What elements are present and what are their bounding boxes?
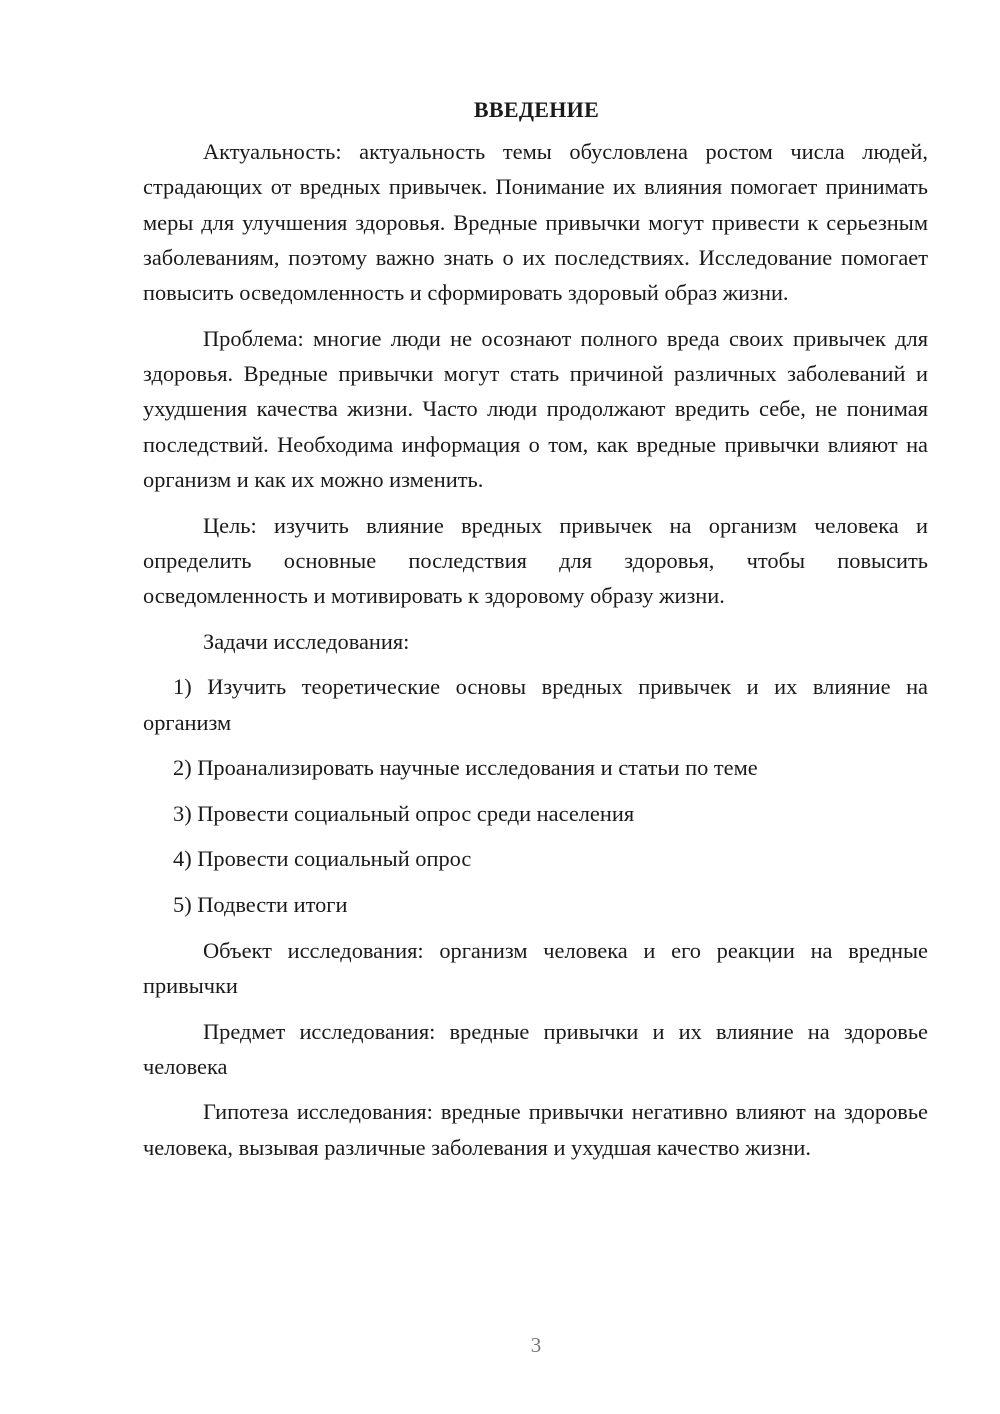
- page-number: 3: [530, 1333, 542, 1357]
- paragraph-object: Объект исследования: организм человека и его реакции на вредные привычки: [143, 937, 928, 998]
- document-page: [143, 92, 928, 1175]
- paragraph-tasks-heading: Задачи исследования:: [203, 628, 410, 654]
- paragraph-hypothesis: Гипотеза исследования: вредные привычки негативно влияют на здоровье человека, вызывая различные заболевания и ухудшая качество жизни.: [143, 1099, 928, 1160]
- task-item-5: 5) Подвести итоги: [173, 892, 348, 918]
- task-item-3: 3) Провести социальный опрос среди населения: [173, 800, 635, 826]
- paragraph-relevance: Актуальность: актуальность темы обусловлена ростом числа людей, страдающих от вредных привычек. Понимание их влияния помогает принимать меры для улучшения здоровья. Вредные привычки могут привести к серьезным заболеваниям, поэтому важно знать о их последствиях. Исследование помогает повысить осведомленность и сформировать здоровый образ жизни.: [143, 139, 928, 306]
- paragraph-subject: Предмет исследования: вредные привычки и их влияние на здоровье человека: [143, 1018, 928, 1079]
- task-item-2: 2) Проанализировать научные исследования и статьи по теме: [173, 755, 758, 781]
- task-item-4: 4) Провести социальный опрос: [173, 846, 472, 872]
- paragraph-problem: Проблема: многие люди не осознают полного вреда своих привычек для здоровья. Вредные привычки могут стать причиной различных заболеваний и ухудшения качества жизни. Часто люди продолжают вредить себе, не понимая последствий. Необходима информация о том, как вредные привычки влияют на организм и как их можно изменить.: [143, 325, 928, 492]
- paragraph-goal: Цель: изучить влияние вредных привычек на организм человека и определить основные последствия для здоровья, чтобы повысить осведомленность и мотивировать к здоровому образу жизни.: [143, 512, 928, 609]
- section-title: ВВЕДЕНИЕ: [473, 97, 600, 122]
- task-item-1: 1) Изучить теоретические основы вредных привычек и их влияние на организм: [143, 674, 928, 735]
